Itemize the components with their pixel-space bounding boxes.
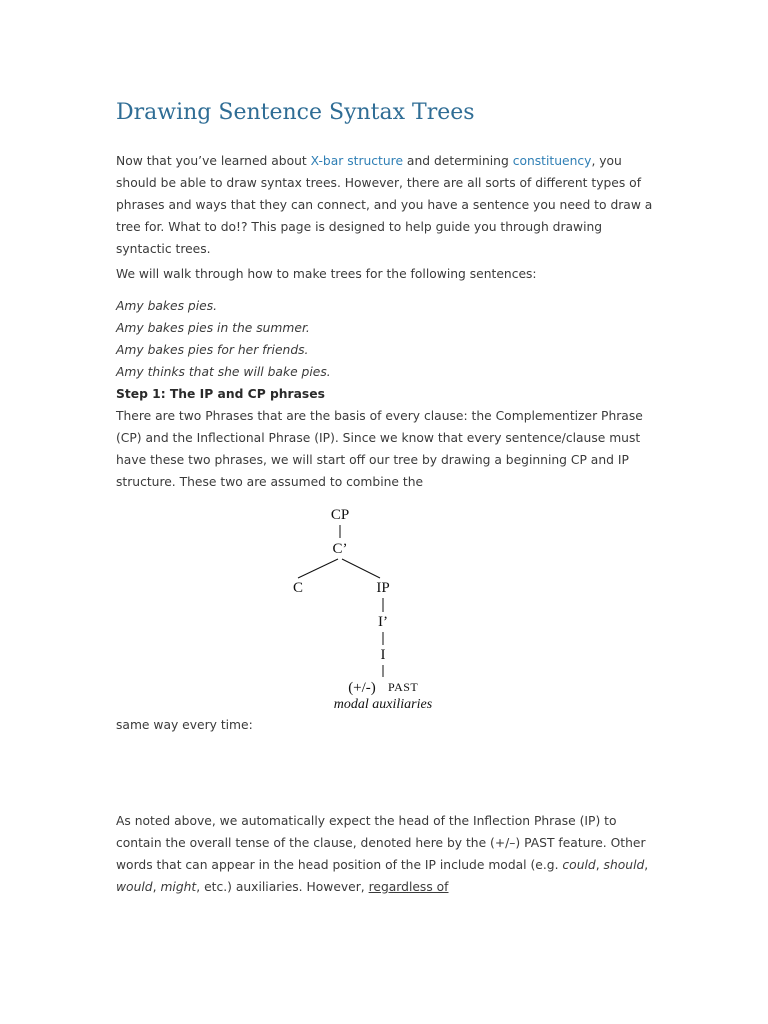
step1-heading: Step 1: The IP and CP phrases [116, 387, 325, 401]
tree-edge [298, 559, 338, 578]
tree-node-cp: CP [330, 507, 350, 523]
tree-modal-auxiliaries: modal auxiliaries [333, 697, 433, 712]
intro-text-1: Now that you’ve learned about [116, 154, 311, 168]
noted-comma: , [595, 858, 604, 872]
page-title: Drawing Sentence Syntax Trees [116, 100, 475, 125]
intro-paragraph [116, 150, 661, 260]
constituency-link[interactable]: constituency [512, 154, 592, 168]
step1-section [116, 383, 661, 493]
noted-text-2: , etc.) auxiliaries. However, [196, 880, 369, 894]
tree-node-i-bar: I’ [378, 614, 388, 630]
tree-node-i: I [380, 647, 386, 663]
tree-past-label: PAST [388, 680, 419, 694]
tree-node-c: C [292, 580, 304, 596]
example-sentence: Amy bakes pies in the summer. [116, 321, 310, 335]
noted-text-1: As noted above, we automatically expect the head of the Inflection Phrase (IP) to contain the overall tense of the clause, denoted here by the (+/–) PAST feature. Other words that can appear in the head position of the IP include modal (e.g. [116, 814, 646, 872]
example-sentence: Amy bakes pies. [116, 299, 218, 313]
example-sentence: Amy thinks that she will bake pies. [116, 365, 331, 379]
example-sentence: Amy bakes pies for her friends. [116, 343, 309, 357]
tree-edge [342, 559, 380, 578]
intro-text-2: and determining [403, 154, 513, 168]
modal-might: might [160, 880, 197, 894]
modal-would: would [116, 880, 153, 894]
tree-past-feature: (+/-) [348, 680, 376, 696]
underlined-text: regardless of [368, 880, 449, 894]
noted-paragraph [116, 810, 661, 898]
tree-node-ip: IP [376, 580, 390, 596]
example-sentences [116, 295, 661, 383]
x-bar-structure-link[interactable]: X-bar structure [310, 154, 404, 168]
cp-ip-tree-diagram [280, 500, 480, 715]
modal-should: should [603, 858, 645, 872]
step1-body: There are two Phrases that are the basis of every clause: the Complementizer Phrase (CP) and the Inflectional Phrase (IP). Since we know that every sentence/clause must have these two phrases, we will start off our tree by drawing a beginning CP and IP structure. These two are assumed to combine the [116, 409, 643, 489]
step1-continuation: same way every time: [116, 718, 253, 732]
modal-could: could [562, 858, 596, 872]
intro-text-3: , you should be able to draw syntax trees. However, there are all sorts of different types of phrases and ways that they can connect, and you have a sentence you need to draw a tree for. What to do!? This page is designed to help guide you through drawing syntactic trees. [116, 154, 653, 256]
noted-comma: , [644, 858, 649, 872]
walk-through-text: We will walk through how to make trees for the following sentences: [116, 267, 537, 281]
noted-comma: , [152, 880, 161, 894]
tree-node-c-bar: C’ [332, 541, 348, 557]
